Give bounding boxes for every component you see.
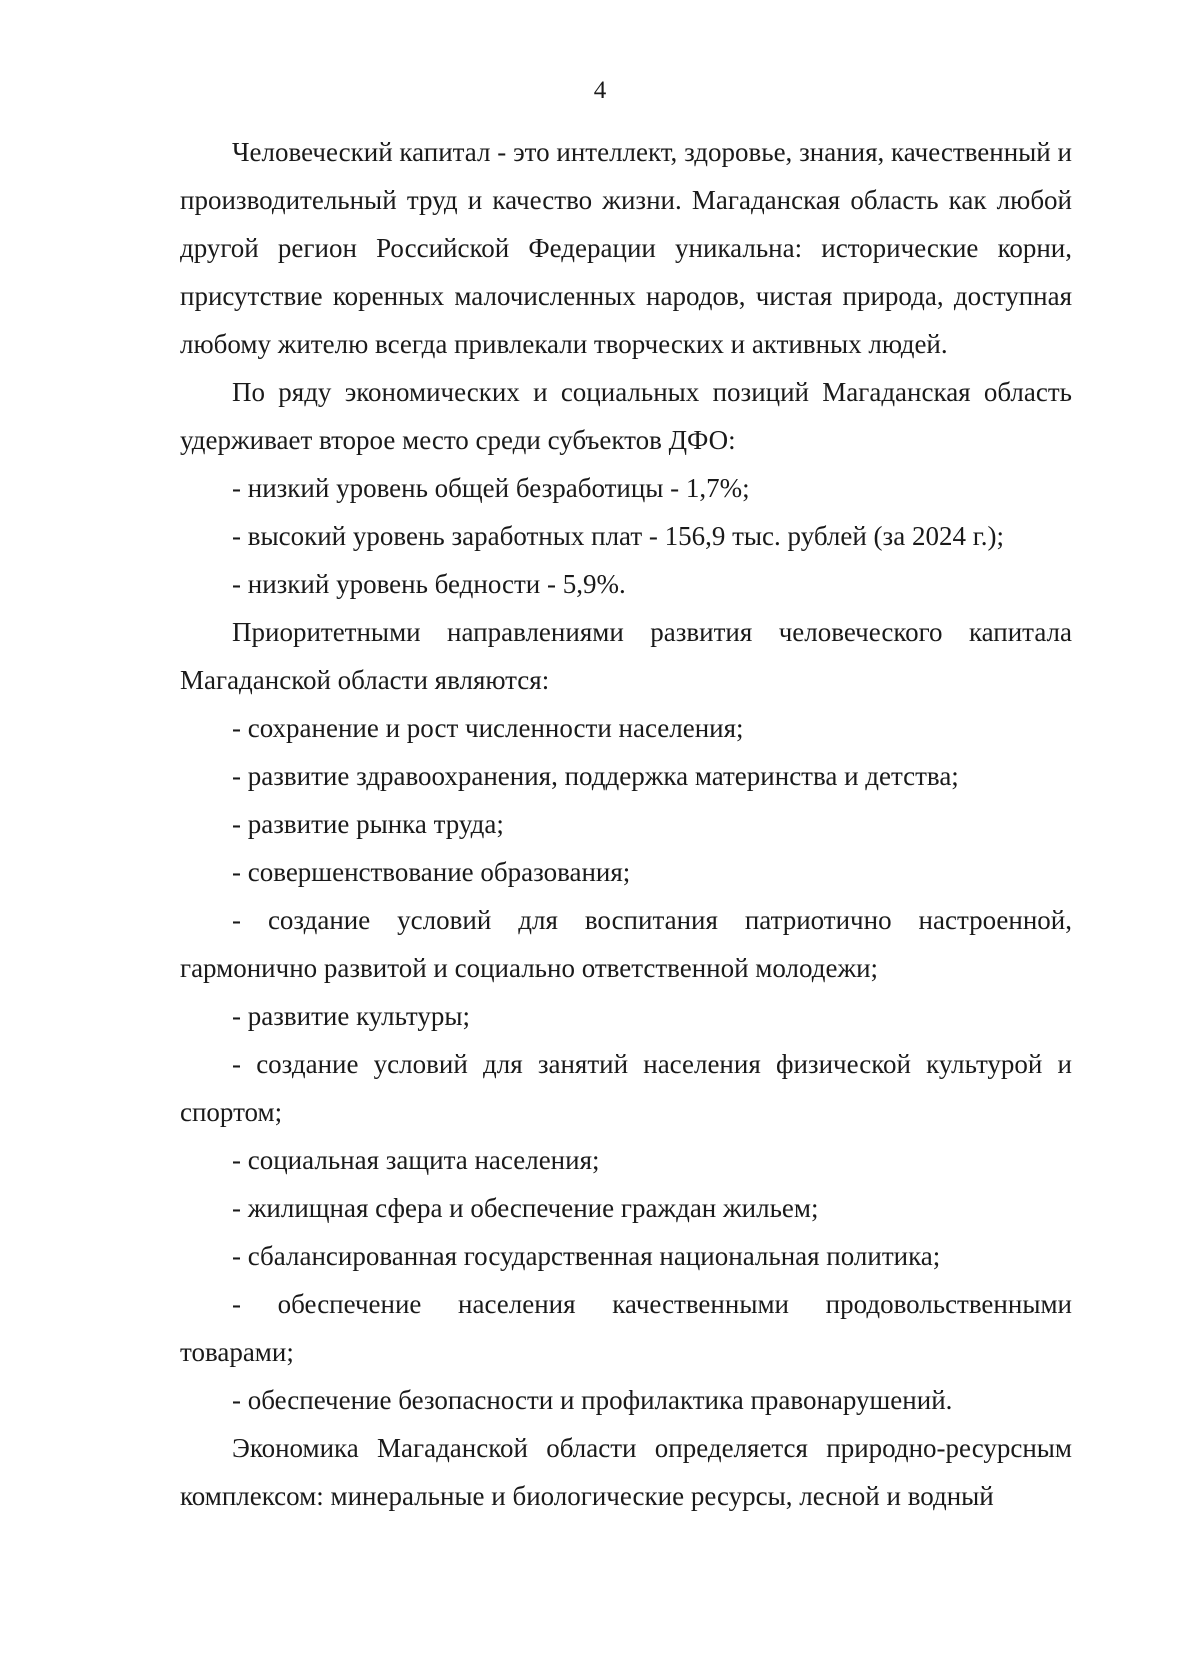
list-item: - сохранение и рост численности населения; [232,713,744,743]
list-item: - низкий уровень общей безработицы - 1,7%; [232,473,750,503]
paragraph-dfo-positions: По ряду экономических и социальных позиций Магаданская область удерживает второе место среди субъектов ДФО: [180,377,1072,455]
paragraph-priorities: Приоритетными направлениями развития человеческого капитала Магаданской области являются: [180,617,1072,695]
document-body [180,128,1072,1520]
list-item: - совершенствование образования; [232,857,631,887]
page-number: 4 [593,77,607,104]
list-item: - развитие здравоохранения, поддержка материнства и детства; [232,761,959,791]
list-item: - низкий уровень бедности - 5,9%. [232,569,626,599]
list-item: - сбалансированная государственная национальная политика; [232,1241,941,1271]
list-item: - жилищная сфера и обеспечение граждан жильем; [232,1193,819,1223]
list-item: - развитие рынка труда; [232,809,504,839]
list-item: - создание условий для занятий населения физической культурой и спортом; [180,1049,1072,1127]
list-item: - высокий уровень заработных плат - 156,9 тыс. рублей (за 2024 г.); [232,521,1004,551]
list-item: - обеспечение безопасности и профилактика правонарушений. [232,1385,953,1415]
list-item: - социальная защита населения; [232,1145,600,1175]
paragraph-human-capital: Человеческий капитал - это интеллект, здоровье, знания, качественный и производительный труд и качество жизни. Магаданская область как любой другой регион Российской Федерации уникальна: исторические корни, присутствие коренных малочисленных народов, чистая природа, доступная любому жителю всегда привлекали творческих и активных людей. [180,137,1072,359]
paragraph-economy: Экономика Магаданской области определяется природно-ресурсным комплексом: минеральные и биологические ресурсы, лесной и водный [180,1433,1072,1511]
list-item: - создание условий для воспитания патриотично настроенной, гармонично развитой и социально ответственной молодежи; [180,905,1072,983]
list-item: - обеспечение населения качественными продовольственными товарами; [180,1289,1072,1367]
list-item: - развитие культуры; [232,1001,470,1031]
